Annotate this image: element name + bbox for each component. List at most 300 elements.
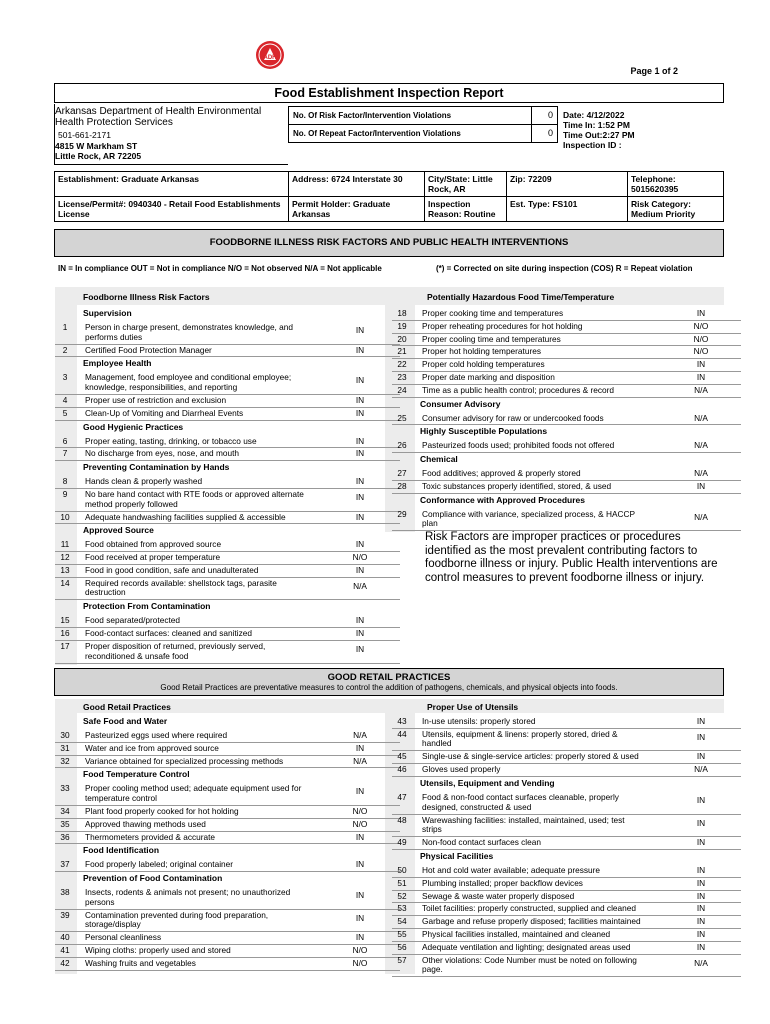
item-status: IN — [355, 932, 365, 943]
inspection-item-row — [392, 481, 741, 494]
legend-left: IN = In compliance OUT = Not in compliance N/O = Not observed N/A = Not applicable — [58, 264, 382, 273]
item-number: 40 — [60, 932, 70, 943]
item-number: 26 — [397, 440, 407, 451]
city-state-line1: City/State: Little — [428, 174, 493, 184]
item-status: N/O — [352, 818, 368, 829]
risk-violations-label: No. Of Risk Factor/Intervention Violations — [293, 111, 452, 120]
section-title: Physical Facilities — [420, 851, 494, 861]
item-status: IN — [696, 308, 706, 318]
item-number: 21 — [397, 346, 407, 357]
item-description-line: Washing fruits and vegetables — [85, 958, 196, 968]
item-description — [85, 373, 355, 392]
est-type: Est. Type: FS101 — [510, 199, 578, 209]
item-number: 13 — [60, 565, 70, 575]
item-number: 43 — [397, 716, 407, 726]
item-number: 31 — [60, 742, 70, 753]
inspection-item-row — [55, 887, 400, 910]
address-cell — [288, 171, 425, 197]
inspection-item-row — [392, 916, 741, 929]
inspection-item-row — [392, 929, 741, 942]
inspection-item-row — [392, 509, 741, 532]
agency-phone: 501-661-2171 — [58, 130, 111, 140]
item-description-line: Other violations: Code Number must be noted on following — [422, 954, 637, 965]
item-description-line: Food in good condition, safe and unadulterated — [85, 565, 259, 575]
item-description — [85, 833, 355, 843]
item-number: 54 — [397, 916, 407, 927]
item-status: IN — [355, 831, 365, 842]
address: Address: 6724 Interstate 30 — [292, 174, 403, 184]
item-description — [85, 477, 355, 487]
item-description-line: Person in charge present, demonstrates knowledge, and — [85, 322, 294, 332]
license-line1: License/Permit#: 0940340 - Retail Food Establishments — [58, 199, 281, 209]
item-description-line: Water and ice from approved source — [85, 742, 219, 753]
item-description — [422, 838, 672, 848]
item-number: 46 — [397, 764, 407, 775]
item-description-line: Proper reheating procedures for hot holding — [422, 320, 583, 331]
item-status: IN — [355, 644, 365, 654]
inspection-item-row — [55, 345, 400, 358]
item-status: IN — [355, 742, 365, 753]
agency-name-line1: Arkansas Department of Health Environmental — [55, 106, 262, 117]
item-description — [85, 629, 355, 639]
item-status: N/A — [353, 580, 367, 591]
item-description — [422, 386, 672, 396]
item-description — [422, 730, 672, 749]
permit-holder-cell — [288, 196, 425, 222]
item-description-line: destruction — [85, 587, 126, 598]
item-status: IN — [696, 837, 706, 848]
item-description-line: No discharge from eyes, nose, and mouth — [85, 448, 240, 459]
section-title: Supervision — [83, 308, 132, 318]
inspection-item-row — [55, 945, 400, 958]
license-line2: License — [58, 209, 90, 219]
telephone-cell — [627, 171, 724, 197]
inspection-item-row — [392, 891, 741, 904]
item-description — [422, 360, 672, 370]
item-description-line: Proper date marking and disposition — [422, 372, 555, 382]
inspection-item-row — [392, 903, 741, 916]
foodborne-header-text: FOODBORNE ILLNESS RISK FACTORS AND PUBLIC HEALTH INTERVENTIONS — [209, 237, 569, 248]
item-status: IN — [355, 375, 365, 386]
item-description — [85, 933, 355, 943]
item-number: 44 — [397, 728, 407, 739]
item-description-line: Wiping cloths: properly used and stored — [85, 945, 231, 956]
item-description-line: Proper use of restriction and exclusion — [85, 395, 227, 405]
item-number: 52 — [397, 890, 407, 901]
legend-right: (*) = Corrected on site during inspection (COS) R = Repeat violation — [436, 264, 693, 273]
item-status: N/O — [352, 552, 368, 563]
risk-violations-count: 0 — [547, 110, 553, 120]
item-description-line: method properly followed — [85, 498, 178, 509]
item-status: IN — [696, 716, 706, 726]
inspection-item-row — [55, 565, 400, 578]
item-description-line: No bare hand contact with RTE foods or approved alternate — [85, 489, 304, 499]
inspection-reason-cell — [424, 196, 507, 222]
item-number: 24 — [397, 384, 407, 395]
svg-text:ADH: ADH — [263, 55, 277, 61]
section-title: Utensils, Equipment and Vending — [420, 778, 555, 788]
item-number: 53 — [397, 903, 407, 914]
item-description — [422, 930, 672, 940]
item-number: 50 — [397, 865, 407, 875]
inspection-item-row — [392, 955, 741, 978]
item-description — [422, 717, 672, 727]
good-retail-title: GOOD RETAIL PRACTICES — [327, 672, 451, 683]
section-title: Prevention of Food Contamination — [83, 873, 223, 884]
item-description-line: page. — [422, 964, 443, 975]
item-number: 47 — [397, 792, 407, 802]
item-description-line: Pasteurized foods used; prohibited foods not offered — [422, 440, 615, 451]
item-number: 55 — [397, 929, 407, 939]
telephone-value: 5015620395 — [631, 184, 679, 194]
repeat-violations-box — [288, 124, 558, 143]
section-title: Preventing Contamination by Hands — [83, 462, 230, 473]
inspection-item-row — [55, 958, 400, 971]
item-description-line: Proper eating, tasting, drinking, or tobacco use — [85, 435, 257, 446]
item-description-line: Single-use & single-service articles: properly stored & used — [422, 751, 639, 762]
item-description-line: Proper hot holding temperatures — [422, 346, 541, 357]
inspection-item-row — [55, 322, 400, 345]
item-status: N/O — [352, 958, 368, 968]
inspection-item-row — [55, 408, 400, 421]
item-status: IN — [696, 929, 706, 939]
item-status: IN — [696, 941, 706, 952]
inspection-item-row — [392, 942, 741, 955]
item-description — [422, 510, 672, 529]
item-number: 32 — [60, 755, 70, 766]
item-description — [422, 752, 672, 762]
inspection-item-row — [392, 413, 741, 426]
inspection-item-row — [392, 321, 741, 334]
zip-cell — [506, 171, 628, 197]
item-status: IN — [696, 865, 706, 875]
inspection-item-row — [55, 819, 400, 832]
risk-note-line1: Risk Factors are improper practices or procedures — [425, 531, 681, 543]
item-description-line: Gloves used properly — [422, 764, 501, 775]
item-description-line: designed, constructed & used — [422, 801, 532, 812]
item-status: IN — [696, 359, 706, 370]
item-number: 30 — [60, 730, 70, 740]
item-status: IN — [355, 492, 365, 502]
item-status: IN — [696, 795, 706, 805]
item-number: 14 — [60, 577, 70, 588]
item-description-line: Plant food properly cooked for hot holding — [85, 806, 239, 816]
item-description-line: strips — [422, 824, 442, 835]
item-description-line: Hands clean & properly washed — [85, 476, 203, 487]
item-description-line: In-use utensils: properly stored — [422, 716, 536, 726]
item-description — [422, 322, 672, 332]
item-number: 34 — [60, 806, 70, 816]
item-number: 2 — [62, 344, 68, 355]
inspection-times — [563, 110, 635, 150]
section-title: Good Hygienic Practices — [83, 421, 184, 432]
establishment-name: Establishment: Graduate Arkansas — [58, 174, 199, 184]
item-status: N/A — [694, 511, 708, 522]
permit-holder-line1: Permit Holder: Graduate — [292, 199, 391, 209]
inspection-item-row — [392, 878, 741, 891]
foodborne-header — [54, 229, 724, 257]
item-description-line: Non-food contact surfaces clean — [422, 837, 541, 848]
inspection-item-row — [55, 756, 400, 769]
item-number: 18 — [397, 308, 407, 318]
item-status: IN — [355, 435, 365, 446]
item-description — [422, 414, 672, 424]
item-description-line: storage/display — [85, 919, 141, 930]
repeat-violations-label: No. Of Repeat Factor/Intervention Violations — [293, 129, 461, 138]
item-description-line: Proper disposition of returned, previously served, — [85, 641, 266, 651]
item-description-line: Clean-Up of Vomiting and Diarrheal Events — [85, 407, 244, 418]
inspection-item-row — [392, 359, 741, 372]
item-description — [422, 816, 672, 835]
item-status: N/A — [694, 412, 708, 423]
item-description-line: Required records available: shellstock tags, parasite — [85, 577, 277, 588]
inspection-item-row — [55, 489, 400, 512]
item-description-line: Time as a public health control; procedures & record — [422, 384, 614, 395]
inspection-item-row — [55, 932, 400, 945]
item-status: IN — [696, 731, 706, 742]
risk-category-cell — [627, 196, 724, 222]
item-status: N/O — [693, 346, 709, 357]
time-out: Time Out:2:27 PM — [563, 130, 635, 140]
item-status: IN — [355, 511, 365, 522]
item-description — [85, 396, 355, 406]
item-status: IN — [355, 448, 365, 459]
item-status: IN — [355, 912, 365, 923]
item-status: IN — [355, 407, 365, 418]
item-number: 57 — [397, 954, 407, 965]
report-title: Food Establishment Inspection Report — [274, 86, 504, 100]
item-status: IN — [355, 395, 365, 405]
item-status: IN — [696, 481, 706, 491]
item-status: N/A — [694, 440, 708, 451]
item-description-line: Consumer advisory for raw or undercooked foods — [422, 412, 604, 423]
item-description — [85, 490, 355, 509]
item-description-line: Approved thawing methods used — [85, 818, 206, 829]
item-status: N/A — [694, 384, 708, 395]
agency-name-line2: Health Protection Services — [55, 117, 173, 128]
item-description-line: Certified Food Protection Manager — [85, 344, 212, 355]
inspection-reason-line2: Reason: Routine — [428, 209, 496, 219]
item-number: 33 — [60, 783, 70, 794]
item-description-line: handled — [422, 738, 452, 749]
establishment-cell — [54, 171, 289, 197]
inspection-id: Inspection ID : — [563, 140, 622, 150]
permit-holder-line2: Arkansas — [292, 209, 331, 219]
inspection-item-row — [392, 764, 741, 777]
item-description — [85, 784, 355, 803]
item-description — [85, 579, 355, 598]
inspection-item-row — [392, 334, 741, 347]
item-number: 37 — [60, 859, 70, 870]
item-description — [85, 807, 355, 817]
item-description-line: Hot and cold water available; adequate pressure — [422, 865, 601, 875]
risk-note-line2: identified as the most prevalent contributing factors to — [425, 544, 698, 557]
license-cell — [54, 196, 289, 222]
item-status: IN — [355, 628, 365, 639]
inspection-reason-line1: Inspection — [428, 199, 471, 209]
inspection-item-row — [55, 436, 400, 449]
item-description — [85, 744, 355, 754]
item-description — [422, 373, 672, 383]
item-number: 56 — [397, 941, 407, 952]
item-number: 17 — [60, 641, 70, 651]
zip: Zip: 72209 — [510, 174, 552, 184]
item-status: IN — [696, 890, 706, 901]
item-description — [85, 323, 355, 342]
right-column-header: Potentially Hazardous Food Time/Temperature — [427, 292, 615, 302]
inspection-item-row — [55, 743, 400, 756]
inspection-item-row — [55, 832, 400, 845]
item-status: N/O — [352, 945, 368, 956]
inspection-item-row — [55, 859, 400, 872]
item-description-line: Food-contact surfaces: cleaned and sanitized — [85, 628, 252, 639]
item-description — [85, 946, 355, 956]
item-status: IN — [696, 916, 706, 927]
item-status: IN — [355, 565, 365, 575]
item-status: N/O — [352, 806, 368, 816]
item-number: 20 — [397, 333, 407, 344]
item-status: IN — [696, 877, 706, 888]
risk-factors-note — [425, 531, 725, 585]
agency-block — [55, 106, 285, 161]
item-status: IN — [355, 859, 365, 870]
item-description-line: performs duties — [85, 331, 143, 342]
item-description-line: Toxic substances properly identified, stored, & used — [422, 481, 612, 491]
item-number: 11 — [60, 539, 70, 550]
item-description — [422, 441, 672, 451]
repeat-violations-count: 0 — [547, 128, 553, 138]
item-number: 29 — [397, 508, 407, 519]
item-description — [85, 616, 355, 626]
item-description-line: Adequate handwashing facilities supplied & accessible — [85, 511, 286, 522]
inspection-item-row — [392, 385, 741, 398]
item-description — [85, 888, 355, 907]
item-status: IN — [696, 372, 706, 382]
left-column-header: Foodborne Illness Risk Factors — [83, 292, 210, 302]
item-description-line: Proper cold holding temperatures — [422, 359, 545, 370]
item-number: 48 — [397, 814, 407, 825]
item-status: IN — [355, 325, 365, 335]
item-description-line: Physical facilities installed, maintained and cleaned — [422, 929, 611, 939]
inspection-item-row — [392, 346, 741, 359]
item-number: 22 — [397, 359, 407, 370]
item-description — [85, 820, 355, 830]
inspection-item-row — [392, 468, 741, 481]
section-title: Food Identification — [83, 845, 160, 856]
item-number: 9 — [62, 489, 68, 499]
item-status: IN — [696, 817, 706, 828]
inspection-item-row — [55, 806, 400, 819]
item-number: 28 — [397, 481, 407, 491]
risk-note-line3: foodborne illness or injury. Public Health interventions are — [425, 558, 718, 570]
item-number: 27 — [397, 468, 407, 479]
item-number: 51 — [397, 877, 407, 888]
item-description-line: Thermometers provided & accurate — [85, 831, 216, 842]
item-description-line: Insects, rodents & animals not present; no unauthorized — [85, 887, 291, 898]
item-status: N/A — [694, 764, 708, 775]
section-title: Approved Source — [83, 525, 154, 536]
agency-street: 4815 W Markham ST — [55, 141, 138, 151]
report-title-box — [54, 83, 724, 103]
item-description — [85, 642, 355, 661]
item-description — [85, 540, 355, 550]
seal-icon — [255, 40, 285, 70]
city-state-line2: Rock, AR — [428, 184, 466, 194]
risk-violations-box — [288, 106, 558, 125]
item-status: IN — [696, 903, 706, 914]
item-status: N/A — [353, 755, 367, 766]
item-description — [85, 346, 355, 356]
inspection-item-row — [55, 512, 400, 525]
item-number: 19 — [397, 320, 407, 331]
inspection-item-row — [392, 837, 741, 850]
item-description — [422, 482, 672, 492]
inspection-item-row — [55, 910, 400, 933]
item-number: 5 — [62, 407, 68, 418]
item-description — [422, 793, 672, 812]
inspection-item-row — [55, 730, 400, 743]
grp-left-header: Good Retail Practices — [83, 702, 171, 712]
inspection-item-row — [392, 792, 741, 815]
item-description — [85, 860, 355, 870]
item-description — [422, 309, 672, 319]
inspection-item-row — [392, 815, 741, 838]
inspection-item-row — [55, 578, 400, 601]
item-number: 49 — [397, 837, 407, 848]
inspection-item-row — [392, 440, 741, 453]
item-description — [85, 553, 355, 563]
item-description — [85, 449, 355, 459]
item-status: IN — [355, 615, 365, 626]
item-description-line: Food & non-food contact surfaces cleanable, properly — [422, 792, 619, 802]
item-number: 36 — [60, 831, 70, 842]
item-status: IN — [355, 890, 365, 901]
inspection-item-row — [392, 372, 741, 385]
item-description-line: Food properly labeled; original container — [85, 859, 234, 870]
time-in: Time In: 1:52 PM — [563, 120, 630, 130]
risk-note-line4: control measures to prevent foodborne illness or injury. — [425, 571, 705, 584]
item-description-line: Management, food employee and conditional employee; — [85, 372, 292, 383]
section-title: Chemical — [420, 454, 458, 465]
item-number: 4 — [62, 395, 68, 405]
item-description-line: Utensils, equipment & linens: properly stored, dried & — [422, 728, 618, 739]
item-status: IN — [696, 751, 706, 762]
page-number: Page 1 of 2 — [630, 66, 678, 76]
item-description — [422, 335, 672, 345]
item-number: 35 — [60, 818, 70, 829]
item-description — [422, 765, 672, 775]
item-description-line: Food additives; approved & properly stored — [422, 468, 581, 479]
telephone-label: Telephone: — [631, 174, 676, 184]
item-description-line: Sewage & waste water properly disposed — [422, 890, 575, 901]
item-description-line: Proper cooling method used; adequate equipment used for — [85, 783, 302, 794]
risk-category-label: Risk Category: — [631, 199, 691, 209]
item-description — [422, 943, 672, 953]
inspection-item-row — [392, 729, 741, 752]
item-number: 39 — [60, 909, 70, 920]
inspection-item-row — [55, 539, 400, 552]
item-description-line: Garbage and refuse properly disposed; facilities maintained — [422, 916, 641, 927]
item-description-line: Personal cleanliness — [85, 932, 162, 943]
inspection-item-row — [55, 783, 400, 806]
item-number: 25 — [397, 412, 407, 423]
item-number: 3 — [62, 372, 68, 383]
item-description-line: Toilet facilities: properly constructed, supplied and cleaned — [422, 903, 636, 914]
item-number: 6 — [62, 435, 68, 446]
item-description-line: Food separated/protected — [85, 615, 181, 626]
item-number: 7 — [62, 448, 68, 459]
section-title: Conformance with Approved Procedures — [420, 494, 585, 505]
